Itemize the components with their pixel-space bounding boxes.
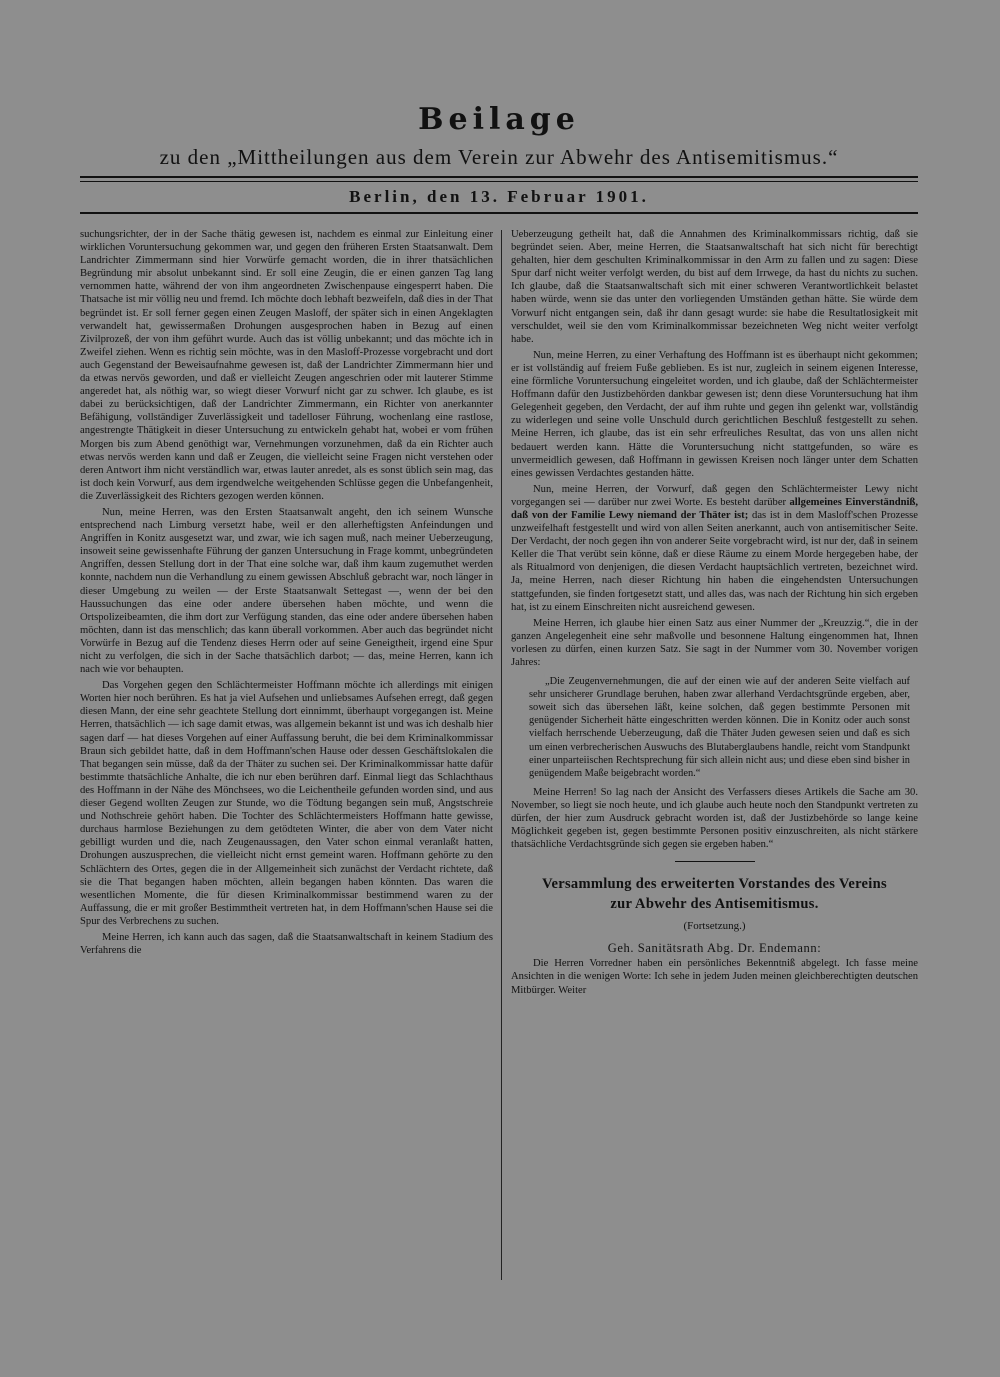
dateline: Berlin, den 13. Februar 1901. <box>349 187 649 206</box>
dateline-rule <box>80 212 918 214</box>
paragraph: Ueberzeugung getheilt hat, daß die Annahmen des Kriminalkommissars richtig, daß sie begründet seien. Aber, meine Herren, die Staatsanwaltschaft hat sich nicht für berechtigt gehalten, hier dem geschulten Kriminalkommissar in den Arm zu fallen und zu sagen: Diese Spur darf nicht weiter verfolgt werden, du bist auf dem Irrwege, da hast du nichts zu suchen. Ich glaube, daß die Staatsanwaltschaft sich mit einer schweren Verantwortlichkeit belastet haben würde, wenn sie das unter den vorliegenden Umständen gethan hätte. Sie würde dem Vorwurf nicht entgangen sein, daß ihr dann gesagt wurde: sie habe die Resultatlosigkeit mit verschuldet, weil sie den vom Kriminalkommissar bezeichneten Weg nicht weiter verfolgt habe. <box>511 229 918 345</box>
block-quote: „Die Zeugenvernehmungen, die auf der einen wie auf der anderen Seite vielfach auf sehr unsicherer Grundlage beruhen, haben zwar allerhand Verdachtsgründe ergeben, aber, soweit sich das übersehen läßt, keine solchen, daß gegen bestimmte Personen mit genügender Sicherheit hätte eingeschritten werden können. Die in Konitz oder auch sonst vielfach herrschende Ueberzeugung, daß die Thäter Juden gewesen seien und daß es sich um einen verbrecherischen Auswuchs des Blutaberglaubens handle, reicht vom Standpunkt einer unparteiischen Rechtsprechung für sich allein nicht aus; und diese eben sind bisher in genügendem Maße beigebracht worden.“ <box>529 676 910 779</box>
page-title: Beilage <box>418 102 580 137</box>
left-column <box>80 228 493 1286</box>
paragraph: suchungsrichter, der in der Sache thätig gewesen ist, nachdem es einmal zur Einleitung einer wirklichen Voruntersuchung gekommen war, und gegen den früheren Ersten Staatsanwalt. Dem Landrichter Zimmermann sind hier Vorwürfe gemacht worden, die in ihrer thatsächlichen Begründung mir absolut unbekannt sind. Er soll eine Zeugin, die er einen ganzen Tag lang vernommen hatte, während der von ihm angeordneten Zwischenpause eingesperrt haben. Die Thatsache ist mir völlig neu und fremd. Ich möchte doch lebhaft bezweifeln, daß dies in der That begründet ist. Er soll ferner gegen einen Zeugen Masloff, der später sich in einen Angeklagten verwandelt hat, gewissermaßen Drohungen ausgesprochen haben in Bezug auf einen Zivilprozeß, der von ihm geführt wurde. Auch das ist völlig unbekannt; und das möchte ich in Zweifel ziehen. Wenn es richtig sein möchte, was in den Masloff-Prozesse vorgebracht und dort auch Gegenstand der Beweisaufnahme gewesen ist, daß der Landrichter Zimmermann hier und da etwas nervös geworden, und daß er vielleicht Zeugen angeschrien oder mit lauterer Stimme angeredet hat, als nöthig war, so wiegt dieser Vorwurf nicht gar zu schwer. Ich glaube, es ist dabei zu berücksichtigen, daß der Landrichter Zimmermann, ein Richter von anerkannter Befähigung, vollständiger Zuverlässigkeit und tadelloser Führung, wochenlang eine rastlose, angestrengte Thätigkeit in dieser Untersuchung zu entwickeln gehabt hat, wobei er vom frühen Morgen bis zum Abend genöthigt war, Vernehmungen vorzunehmen, daß da ein Richter auch etwas nervös werden kann und daß er Zeugen, die vielleicht seine Fragen nicht verstehen oder deren Antwort ihm nicht verständlich war, etwas lauter anredet, als es sonst üblich sein mag, das ist doch kein Vorwurf, aus dem irgendwelche weitgehenden Schlüsse gegen die Unbefangenheit, die Zuverlässigkeit des Richters gezogen werden können. <box>80 229 493 502</box>
right-column <box>511 228 918 1286</box>
paragraph: Das Vorgehen gegen den Schlächtermeister Hoffmann möchte ich allerdings mit einigen Worten hier noch berühren. Es hat ja viel Aufsehen und unliebsames Aufsehen erregt, daß gegen diesen Mann, der eine sehr geachtete Stellung dort einnimmt, überhaupt vorgegangen ist. Meine Herren, thatsächlich — ich sage damit etwas, was allgemein bekannt ist und was ich deshalb hier sagen darf — hat dieses Vorgehen auf einer Auffassung beruht, die bei dem Kriminalkommissar Braun sich gebildet hatte, daß in dem Hoffmann'schen Hause oder dessen Geschäftslokalen die That begangen sein müsse, daß da der Thäter zu suchen sei. Der Kriminalkommissar hatte dafür bestimmte thatsächliche Anhalte, die ich nur eben berühren darf. Einmal liegt das Schlachthaus des Hoffmann in der Nähe des Mönchsees, wo die Leichentheile gefunden worden sind, und aus dieser Gegend wollten Zeugen zur Stunde, wo die Tödtung begangen sein muß, Angstschreie und Nothschreie gehört haben. Die Tochter des Schlächtermeisters Hoffmann hatte gewisse, durchaus harmlose Beziehungen zu dem getödteten Winter, die aber von dem Vater nicht gebilligt wurden und die, nach Zeugenaussagen, den Vater schon einmal veranlaßt hatten, Drohungen auszusprechen, die vielleicht nicht ernst gemeint waren. Hoffmann gehörte zu den Schlächtern des Ortes, gegen die in der Allgemeinheit sich zunächst der Verdacht richtete, daß sie die That begangen haben möchten, allein begangen haben könnten. Das waren die wesentlichen Momente, die für diesen Kriminalkommissar bestimmend waren zu der Auffassung, die er mit großer Bestimmtheit vertreten hat, in dem Hoffmann'schen Hause sei die Spur des Verbrechens zu suchen. <box>80 680 493 927</box>
paragraph: Meine Herren, ich glaube hier einen Satz aus einer Nummer der „Kreuzzig.“, die in der ganzen Angelegenheit eine sehr maßvolle und besonnene Haltung eingenommen hat, Ihnen vorlesen zu dürfen, einen kurzen Satz. Sie sagt in der Nummer vom 30. November vorigen Jahres: <box>511 617 918 668</box>
paragraph: Meine Herren! So lag nach der Ansicht des Verfassers dieses Artikels die Sache am 30. November, so liegt sie noch heute, und ich glaube auch heute noch den Standpunkt vertreten zu dürfen, der hier zum Ausdruck gebracht worden ist, daß der Justizbehörde so lange keine Möglichkeit gegeben ist, gegen bestimmte Personen positiv einzuschreiten, als nicht stärkere thatsächliche Verdachtsgründe sich gegen sie ergeben haben.“ <box>511 786 918 851</box>
column-divider <box>501 230 502 1280</box>
paragraph: Meine Herren, ich kann auch das sagen, daß die Staatsanwaltschaft in keinem Stadium des Verfahrens die <box>80 931 493 957</box>
speaker-heading: Geh. Sanitätsrath Abg. Dr. Endemann: <box>607 941 822 956</box>
section-subtitle: (Fortsetzung.) <box>683 920 746 933</box>
emphasized-text: allgemeines Einverständniß, daß von der Familie Lewy niemand der Thäter ist; <box>511 496 918 521</box>
paragraph-text: das ist in dem Masloff'schen Prozesse unzweifelhaft festgestellt und wird von allen Seiten anerkannt, auch von antisemitischer Seite. Der Verdacht, der noch gegen ihn von anderer Seite vorgebracht wird, ist nur der, daß in seinem Keller die That verübt sein könne, daß er diese Räume zu einem Morde hergegeben habe, der als Ritualmord von denjenigen, die diesen Verdacht hauptsächlich vertreten, bezeichnet wird. Ja, meine Herren, nach dieser Richtung hin haben die eingehendsten Untersuchungen stattgefunden, sie finden fortgesetzt statt, und alles das, was nach der Richtung hin sich ergeben hat, ist zu einem Einschreiten nicht ausreichend gewesen. <box>511 509 918 613</box>
paragraph: Die Herren Vorredner haben ein persönliches Bekenntniß abgelegt. Ich fasse meine Ansichten in die wenigen Worte: Ich sehe in jedem Juden meinen gleichberechtigten deutschen Mitbürger. Weiter <box>511 958 918 996</box>
page-subtitle: zu den „Mittheilungen aus dem Verein zur Abwehr des Antisemitismus.“ <box>159 145 839 169</box>
masthead <box>80 100 918 214</box>
paragraph-text: Nun, meine Herren, der Vorwurf, daß gegen den Schlächtermeister Lewy nicht vorgegangen sei — darüber nur zwei Worte. Es besteht darüber <box>511 483 918 508</box>
paragraph: Nun, meine Herren, was den Ersten Staatsanwalt angeht, den ich seinem Wunsche entsprechend nach Limburg versetzt habe, weil er den allerheftigsten Anfeindungen und Angriffen in Konitz ausgesetzt war, und zwar, wie ich sagen muß, nach meiner Ueberzeugung, insoweit seine gewissenhafte Führung der ganzen Untersuchung in Frage kommt, unbegründeten Angriffen, dessen Stellung dort in der That eine solche war, daß ihm kaum zugemuthet werden konnte, nachdem nun die Verhandlung zu einem gewissen Abschluß gebracht war, noch länger in dieser Umgebung zu weilen — der Erste Staatsanwalt Settegast —, wenn der bei den Haussuchungen das eine oder andere übersehen haben möchte, und wenn die Ortspolizeibeamten, die ihm dort zur Verfügung standen, das eine oder andere übersehen haben möchten, dann ist das menschlich; das kann überall vorkommen. Aber auch das begründet nicht Vorwürfe in Bezug auf die Tendenz dieses Herrn oder auf seine Geneigtheit, irgend eine Spur nicht zu verfolgen, die sich in der Sache thatsächlich darbot; — das, meine Herren, kann ich nach wie vor behaupten. <box>80 506 493 676</box>
section-divider <box>675 861 755 862</box>
section-title-line: Versammlung des erweiterten Vorstandes des Vereins <box>542 876 887 893</box>
section-title <box>511 874 918 914</box>
section-title-line: zur Abwehr des Antisemitismus. <box>610 896 819 913</box>
paragraph: Nun, meine Herren, zu einer Verhaftung des Hoffmann ist es überhaupt nicht gekommen; er ist vollständig auf freiem Fuße geblieben. Es ist nur, zugleich in seinem eigenen Interesse, eine förmliche Voruntersuchung eingeleitet worden, und ich glaube, daß der Schlächtermeister Hoffmann dafür den Justizbehörden dankbar gewesen ist; denn diese Voruntersuchung hat ihm Gelegenheit gegeben, den Verdacht, der auf ihm ruhte und gegen ihn gelenkt war, vollständig zu widerlegen und seine volle Unschuld durch gerichtlichen Beschluß festgestellt zu sehen. Meine Herren, ich glaube, das ist ein sehr erfreuliches Resultat, das von uns allen nicht bedauert werden kann. Hätte die Voruntersuchung nicht stattgefunden, so wäre es unvermeidlich gewesen, daß Hoffmann in gewissen Kreisen noch länger unter dem Schatten eines gewissen Verdachtes gestanden hätte. <box>511 349 918 479</box>
article-columns <box>80 228 918 1286</box>
paragraph <box>511 483 918 614</box>
